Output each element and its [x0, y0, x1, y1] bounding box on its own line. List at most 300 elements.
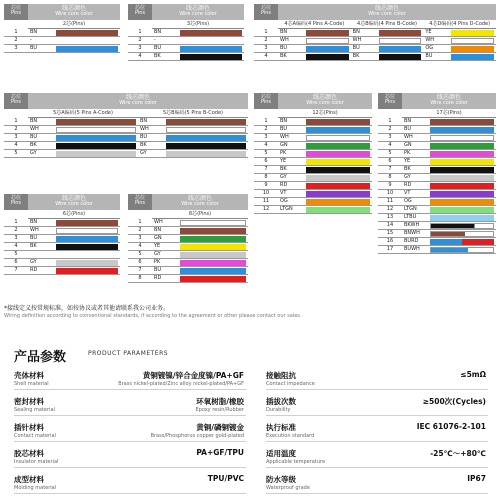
param-name: 接触阻抗: [266, 371, 296, 380]
table-row: [378, 246, 496, 254]
pin-number: 4: [388, 141, 392, 148]
table-row: [4, 45, 120, 53]
table-row: [254, 206, 372, 214]
table-row: [378, 206, 496, 214]
pin-number: 7: [14, 266, 18, 273]
wire-code: -: [30, 36, 32, 43]
wire-swatch: [180, 276, 246, 282]
wire-color-header: [28, 93, 248, 109]
table-row: [4, 227, 120, 235]
param-value: 黄铜镀镍/锌合金度镍/PA+GF: [142, 371, 244, 380]
pin-number: 6: [14, 258, 18, 265]
pin-number: 2: [14, 125, 18, 132]
table-row: [4, 142, 248, 150]
table-subheader: [4, 20, 120, 29]
wire-swatch: [430, 215, 494, 221]
pin-number: 3: [264, 44, 268, 51]
pins-header-zh: 芯位: [134, 5, 145, 11]
table-row: [378, 198, 496, 206]
wire-swatch: [306, 54, 349, 60]
param-value: -25℃～+80℃: [430, 449, 486, 458]
wire-code: BN: [352, 28, 360, 35]
wire-code: BK: [352, 52, 360, 59]
wire-code: WH: [154, 218, 163, 225]
pin-number: 8: [388, 173, 392, 180]
wire-swatch: [56, 127, 136, 133]
wire-code: RD: [280, 181, 288, 188]
coding-cell: [138, 151, 248, 157]
wire-code: WH: [140, 125, 149, 132]
table-subheader: [128, 20, 244, 29]
pin-number: 1: [138, 218, 142, 225]
wire-code: GN: [154, 234, 162, 241]
table-row: [254, 182, 372, 190]
pin-number: 2: [138, 226, 142, 233]
wire-swatch: [166, 135, 246, 141]
table-row: [4, 37, 120, 45]
param-name-en: Waterproof grade: [266, 485, 310, 491]
wire-code: BU: [30, 133, 38, 140]
param-name: 成型材料: [14, 475, 44, 484]
wire-code: PK: [154, 258, 161, 265]
pin-number: 6: [138, 258, 142, 265]
pins-header: [378, 93, 402, 109]
wire-swatch: [430, 143, 494, 149]
pins-header: [4, 194, 28, 210]
param-value: 黄铜/磷铜镀金: [196, 423, 244, 432]
pin-number: 3: [138, 234, 142, 241]
coding-cell: [351, 54, 424, 60]
wire-swatch: [430, 135, 494, 141]
table-row: [128, 259, 248, 267]
wiring-table-3pin: [128, 4, 244, 61]
pin-number: 2: [14, 36, 18, 43]
pin-count-label: 8芯(Pins): [152, 210, 248, 219]
wire-swatch: [430, 119, 494, 125]
table-header: [254, 93, 372, 109]
wire-swatch: [451, 46, 494, 52]
param-name: 插拔次数: [266, 397, 296, 406]
pin-number: 17: [386, 245, 394, 252]
param-name-en: Execution standard: [266, 433, 315, 439]
pins-header-zh: 芯位: [10, 5, 21, 11]
wire-code: VT: [280, 189, 287, 196]
wiring-note-en: Wiring definition according to conventional standards, if according to the agreement or other please contact our sales.: [4, 313, 302, 319]
wire-code: YE: [280, 157, 287, 164]
table-row: [254, 174, 372, 182]
wire-swatch: [430, 247, 494, 253]
wire-code: GY: [30, 149, 37, 156]
pin-number: 1: [264, 117, 268, 124]
table-subheader: [4, 210, 120, 219]
wire-code: BU: [425, 52, 433, 59]
pin-number: 2: [264, 125, 268, 132]
table-row: [378, 174, 496, 182]
pin-count-label: 17芯(Pins): [402, 109, 496, 118]
table-row: [128, 275, 248, 283]
table-row: [378, 126, 496, 134]
param-name-en: Sealing material: [14, 407, 55, 413]
wire-swatch: [430, 183, 494, 189]
wire-swatch: [306, 143, 370, 149]
table-row: [378, 238, 496, 246]
pin-number: 7: [138, 266, 142, 273]
pin-number: 15: [386, 229, 394, 236]
wire-swatch: [306, 175, 370, 181]
wire-swatch: [180, 244, 246, 250]
wiring-table-5pin: [4, 93, 248, 158]
wire-code: BU: [30, 44, 38, 51]
wire-swatch: [430, 239, 494, 245]
wire-code: BN: [154, 28, 162, 35]
table-row: [378, 158, 496, 166]
wire-code: BK: [30, 141, 37, 148]
wire-color-header-en: Wire core color: [179, 11, 217, 18]
pin-number: 6: [388, 157, 392, 164]
coding-cell: [423, 30, 496, 36]
wire-code: BN: [30, 117, 38, 124]
wire-code: -: [154, 36, 156, 43]
table-header: [254, 4, 496, 20]
pin-number: 2: [264, 36, 268, 43]
wire-swatch: [56, 236, 118, 242]
coding-cell: [278, 30, 351, 36]
wire-code: BU: [154, 266, 162, 273]
wire-color-header-en: Wire core color: [430, 100, 468, 107]
wire-swatch: [56, 135, 136, 141]
coding-cell: [278, 38, 351, 44]
coding-cell: [28, 119, 138, 125]
wire-code: WH: [30, 226, 39, 233]
pins-header: [4, 4, 28, 20]
wire-color-header-zh: 线芯颜色: [436, 94, 461, 101]
pin-number: 10: [386, 189, 394, 196]
wire-swatch: [56, 30, 118, 36]
table-row: [378, 134, 496, 142]
pin-number: 9: [264, 181, 268, 188]
pin-number: 6: [264, 157, 268, 164]
param-name-en: Molding material: [14, 485, 57, 491]
wiring-table-4pin: [254, 4, 496, 61]
table-subheader: [378, 109, 496, 118]
wire-swatch: [306, 199, 370, 205]
wire-code: RD: [404, 181, 412, 188]
pin-number: 5: [14, 250, 18, 257]
wire-code: WH: [280, 133, 289, 140]
pins-header: [254, 4, 278, 20]
param-value-en: Brass nickel-plated/Zinc alloy nickel-plated/PA+GF: [118, 381, 244, 387]
wire-code: PK: [404, 149, 411, 156]
pins-header-en: Pins: [260, 10, 272, 17]
param-row: [266, 472, 488, 494]
wire-swatch: [56, 244, 118, 250]
wire-color-header: [402, 93, 496, 109]
table-row: [254, 118, 372, 126]
wire-code: WH: [404, 133, 413, 140]
wire-color-header: [278, 93, 372, 109]
pin-number: 3: [14, 44, 18, 51]
table-header: [128, 4, 244, 20]
wire-swatch: [56, 38, 118, 44]
pins-header: [4, 93, 28, 109]
coding-cell: [423, 38, 496, 44]
wire-code: RD: [30, 266, 38, 273]
pin-count-label: 12芯(Pins): [278, 109, 372, 118]
param-value: ≤5mΩ: [460, 370, 486, 379]
wire-code: GN: [404, 141, 412, 148]
table-row: [4, 29, 120, 37]
table-row: [254, 53, 496, 61]
param-value: TPU/PVC: [207, 474, 244, 483]
wire-swatch: [306, 167, 370, 173]
pin-number: 12: [262, 205, 270, 212]
coding-label: 5芯B编码(5 Pins B-Code): [138, 109, 248, 118]
pins-header-zh: 芯位: [384, 94, 395, 100]
wire-swatch: [56, 252, 118, 258]
param-name-en: Contact impedance: [266, 381, 315, 387]
table-row: [254, 126, 372, 134]
pin-number: 4: [264, 141, 268, 148]
coding-cell: [351, 38, 424, 44]
table-header: [4, 194, 120, 210]
wire-code: BNWH: [404, 229, 420, 236]
wire-code: GY: [140, 149, 147, 156]
wire-swatch: [379, 46, 422, 52]
wire-color-header-zh: 线芯颜色: [61, 195, 86, 202]
wire-code: BUWH: [404, 245, 420, 252]
wire-code: BU: [352, 44, 360, 51]
table-row: [378, 190, 496, 198]
wire-swatch: [306, 127, 370, 133]
wire-code: YE: [404, 157, 411, 164]
wire-swatch: [166, 119, 246, 125]
table-row: [378, 118, 496, 126]
pin-number: 14: [386, 221, 394, 228]
param-name: 壳体材料: [14, 371, 44, 380]
table-row: [4, 251, 120, 259]
wire-color-header-zh: 线芯颜色: [374, 5, 399, 12]
pin-number: 10: [262, 189, 270, 196]
wire-swatch: [180, 38, 242, 44]
wire-swatch: [451, 38, 494, 44]
pin-number: 1: [388, 117, 392, 124]
coding-cell: [278, 46, 351, 52]
wire-swatch: [166, 127, 246, 133]
pin-number: 1: [14, 28, 18, 35]
pin-number: 1: [264, 28, 268, 35]
wire-color-header-en: Wire core color: [306, 100, 344, 107]
coding-cell: [423, 54, 496, 60]
pin-number: 4: [138, 52, 142, 59]
table-row: [128, 243, 248, 251]
table-row: [378, 150, 496, 158]
coding-label: 4芯A编码(4 Pins A-Code): [278, 20, 351, 29]
pin-number: 2: [388, 125, 392, 132]
wire-code: OG: [280, 197, 288, 204]
param-value-en: Brass/Phosphorus copper gold-plated: [150, 433, 244, 439]
table-subheader: [254, 20, 496, 29]
wire-color-header-zh: 线芯颜色: [185, 5, 210, 12]
param-name: 执行标准: [266, 423, 296, 432]
params-title: 产品参数: [14, 350, 67, 365]
wire-code: GY: [30, 258, 37, 265]
pin-number: 4: [264, 52, 268, 59]
table-header: [128, 194, 248, 210]
wire-code: BN: [280, 28, 288, 35]
wire-code: RD: [154, 274, 162, 281]
wire-code: BK: [140, 141, 147, 148]
wire-code: BU: [154, 44, 162, 51]
pins-header-zh: 芯位: [10, 195, 21, 201]
pins-header-zh: 芯位: [134, 195, 145, 201]
wire-code: GN: [280, 141, 288, 148]
wire-code: BN: [30, 28, 38, 35]
coding-label: 4芯D编码(4 Pins D-Code): [423, 20, 496, 29]
param-name-en: Applicable temperature: [266, 459, 326, 465]
wire-code: GY: [280, 173, 287, 180]
wire-code: BN: [280, 117, 288, 124]
pin-number: 5: [264, 149, 268, 156]
table-subheader: [254, 109, 372, 118]
coding-cell: [351, 46, 424, 52]
wire-color-header-en: Wire core color: [55, 11, 93, 18]
coding-cell: [423, 46, 496, 52]
wire-code: BK: [154, 52, 161, 59]
pins-header-en: Pins: [384, 99, 396, 106]
table-row: [254, 45, 496, 53]
table-row: [4, 150, 248, 158]
param-value-en: Epoxy resin/Rubber: [195, 407, 244, 413]
table-row: [4, 235, 120, 243]
wire-swatch: [430, 231, 494, 237]
pin-number: 5: [138, 250, 142, 257]
param-name: 插针材料: [14, 423, 44, 432]
table-row: [254, 29, 496, 37]
wire-code: BK: [30, 242, 37, 249]
wire-code: BKWH: [404, 221, 420, 228]
table-row: [128, 267, 248, 275]
wire-swatch: [306, 135, 370, 141]
wire-swatch: [430, 127, 494, 133]
wire-color-header-en: Wire core color: [55, 201, 93, 208]
param-value: PA+GF/TPU: [196, 448, 244, 457]
wire-swatch: [56, 151, 136, 157]
wire-swatch: [56, 143, 136, 149]
table-row: [378, 166, 496, 174]
wire-code: LTBU: [404, 213, 417, 220]
wire-swatch: [56, 220, 118, 226]
pin-number: 12: [386, 205, 394, 212]
param-name-en: Insulator material: [14, 459, 59, 465]
table-subheader: [4, 109, 248, 118]
param-name-en: Durability: [266, 407, 291, 413]
pins-header: [128, 4, 152, 20]
param-row: [14, 394, 246, 416]
wiring-table-6pin: [4, 194, 120, 275]
wire-swatch: [306, 207, 370, 213]
wire-color-header-en: Wire core color: [119, 100, 157, 107]
wire-swatch: [166, 143, 246, 149]
wire-color-header: [28, 4, 120, 20]
product-parameters: [0, 330, 500, 500]
param-row: [266, 420, 488, 442]
coding-cell: [28, 143, 138, 149]
wire-code: BN: [30, 218, 38, 225]
table-row: [254, 37, 496, 45]
wire-swatch: [56, 119, 136, 125]
wire-code: WH: [280, 36, 289, 43]
wire-swatch: [306, 159, 370, 165]
table-row: [128, 251, 248, 259]
coding-cell: [28, 151, 138, 157]
table-header: [4, 93, 248, 109]
pins-header-zh: 芯位: [10, 94, 21, 100]
coding-cell: [28, 135, 138, 141]
table-row: [254, 190, 372, 198]
table-row: [378, 182, 496, 190]
table-subheader: [128, 210, 248, 219]
wire-color-header-zh: 线芯颜色: [187, 195, 212, 202]
table-row: [254, 134, 372, 142]
coding-cell: [278, 54, 351, 60]
pins-header-en: Pins: [10, 99, 22, 106]
param-row: [266, 446, 488, 468]
pin-number: 16: [386, 237, 394, 244]
wire-swatch: [306, 151, 370, 157]
pin-number: 1: [14, 117, 18, 124]
wire-code: VT: [404, 189, 411, 196]
table-row: [4, 219, 120, 227]
pin-number: 2: [138, 36, 142, 43]
wire-code: GY: [154, 250, 161, 257]
wire-code: OG: [404, 197, 412, 204]
wire-swatch: [180, 228, 246, 234]
pins-header: [254, 93, 278, 109]
wire-code: BU: [30, 234, 38, 241]
wire-color-header: [152, 4, 244, 20]
table-header: [4, 4, 120, 20]
wiring-table-17pin: [378, 93, 496, 254]
wire-swatch: [430, 151, 494, 157]
wire-color-header-en: Wire core color: [181, 201, 219, 208]
wire-swatch: [180, 30, 242, 36]
wire-swatch: [166, 151, 246, 157]
wire-code: BN: [154, 226, 162, 233]
wire-color-header-zh: 线芯颜色: [61, 5, 86, 12]
pin-number: 3: [388, 133, 392, 140]
table-header: [378, 93, 496, 109]
pin-number: 8: [138, 274, 142, 281]
wire-swatch: [180, 46, 242, 52]
wire-swatch: [379, 30, 422, 36]
pin-count-label: 2芯(Pins): [28, 20, 120, 29]
table-row: [128, 45, 244, 53]
wire-code: GY: [404, 173, 411, 180]
param-value: IEC 61076-2-101: [416, 422, 486, 431]
pin-number: 7: [388, 165, 392, 172]
wire-swatch: [430, 191, 494, 197]
pins-header-en: Pins: [260, 99, 272, 106]
wire-code: BK: [280, 52, 287, 59]
wire-swatch: [430, 207, 494, 213]
table-row: [378, 214, 496, 222]
wire-swatch: [306, 119, 370, 125]
table-row: [128, 227, 248, 235]
wire-code: PK: [280, 149, 287, 156]
wire-swatch: [56, 228, 118, 234]
param-value: ≥500次(Cycles): [422, 397, 486, 406]
wire-swatch: [306, 30, 349, 36]
